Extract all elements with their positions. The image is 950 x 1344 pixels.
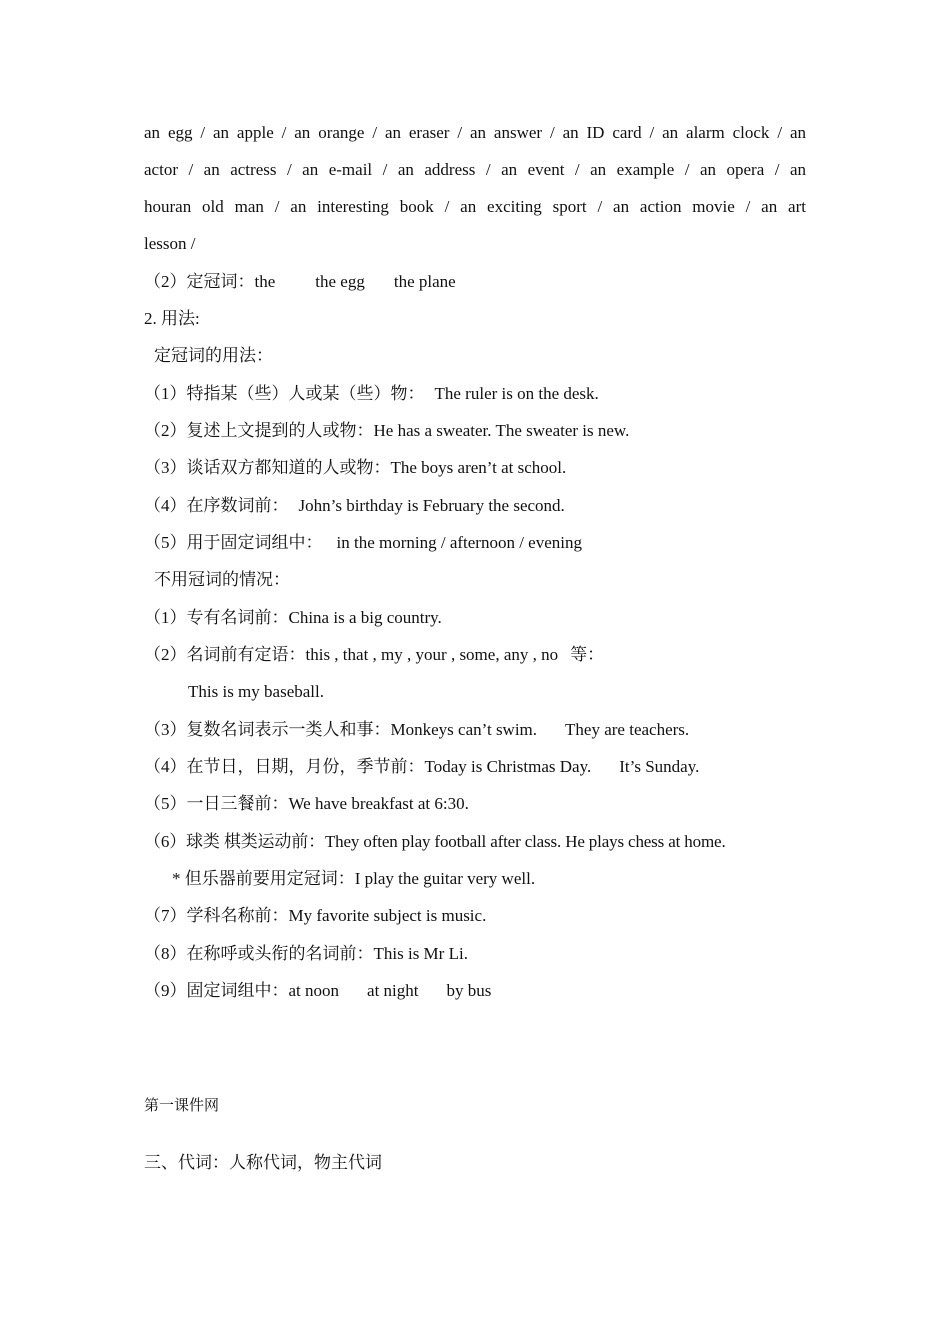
item-example: This is Mr Li.: [373, 944, 468, 963]
no-article-item-3: [144, 719, 689, 741]
item-example: The ruler is on the desk.: [434, 384, 599, 403]
no-article-item-8: [144, 943, 468, 965]
no-article-item-9: [144, 980, 491, 1002]
definite-usage-item-5: [144, 532, 582, 554]
item-label: （4）在序数词前：: [144, 496, 289, 515]
item-example-2: It’s Sunday.: [619, 757, 700, 776]
item-label: （1）专有名词前：: [144, 608, 289, 627]
definite-article-line: [144, 271, 456, 293]
item-example-2: at night: [367, 981, 419, 1000]
no-article-item-6-note: * 但乐器前要用定冠词：I play the guitar very well.: [172, 869, 536, 888]
section-three-heading: 三、代词：人称代词，物主代词: [144, 1153, 382, 1172]
item-example: We have breakfast at 6:30.: [288, 794, 469, 813]
item-label: （3）复数名词表示一类人和事：: [144, 720, 391, 739]
item-example: They often play football after class. He plays chess at home.: [324, 832, 726, 851]
definite-article-label: （2）定冠词：the: [144, 272, 276, 291]
definite-example-plane: the plane: [393, 272, 456, 291]
item-example: China is a big country.: [288, 608, 442, 627]
item-label: （3）谈话双方都知道的人或物：: [144, 458, 391, 477]
an-list-line-2: actor / an actress / an e-mail / an address / an event / an example / an opera / an: [144, 160, 806, 179]
item-example-3: by bus: [446, 981, 492, 1000]
item-label: （5）一日三餐前：: [144, 794, 289, 813]
item-example: in the morning / afternoon / evening: [336, 533, 582, 552]
no-article-item-4: [144, 756, 699, 778]
definite-usage-heading: 定冠词的用法：: [154, 346, 273, 365]
no-article-item-7: [144, 905, 486, 927]
item-label: （7）学科名称前：: [144, 906, 289, 925]
definite-example-egg: the egg: [315, 272, 365, 291]
item-example-1: at noon: [288, 981, 340, 1000]
item-example: John’s birthday is February the second.: [298, 496, 565, 515]
an-list-line-4: lesson /: [144, 234, 196, 253]
definite-usage-item-3: [144, 457, 566, 479]
item-label: （2）复述上文提到的人或物：: [144, 421, 374, 440]
item-example: He has a sweater. The sweater is new.: [373, 421, 630, 440]
item-label: （9）固定词组中：: [144, 981, 289, 1000]
item-example-2: They are teachers.: [565, 720, 690, 739]
usage-heading: 2. 用法:: [144, 309, 200, 328]
definite-usage-item-1: [144, 383, 599, 405]
an-list-line-3: houran old man / an interesting book / an exciting sport / an action movie / an art: [144, 197, 806, 216]
definite-usage-item-2: [144, 420, 629, 442]
item-example-1: Today is Christmas Day.: [424, 757, 592, 776]
no-article-item-5: [144, 793, 469, 815]
item-label: （1）特指某（些）人或某（些）物：: [144, 384, 425, 403]
item-example-1: Monkeys can’t swim.: [390, 720, 538, 739]
item-label: （5）用于固定词组中：: [144, 533, 323, 552]
footer-source: 第一课件网: [144, 1098, 220, 1114]
item-example: My favorite subject is music.: [288, 906, 487, 925]
item-example: The boys aren’t at school.: [390, 458, 567, 477]
definite-usage-item-4: [144, 495, 565, 517]
no-article-heading: 不用冠词的情况：: [154, 570, 290, 589]
item-suffix: 等：: [570, 645, 605, 664]
item-label: （2）名词前有定语：this , that , my , your , some, any , no: [144, 645, 559, 664]
item-label: （8）在称呼或头衔的名词前：: [144, 944, 374, 963]
no-article-item-6: [144, 831, 726, 853]
no-article-item-1: [144, 607, 442, 629]
item-label: （6）球类 棋类运动前：: [144, 832, 325, 851]
no-article-item-2-example: This is my baseball.: [188, 682, 324, 701]
item-label: （4）在节日，日期，月份，季节前：: [144, 757, 425, 776]
no-article-item-2: [144, 644, 604, 666]
an-list-line-1: an egg / an apple / an orange / an eraser / an answer / an ID card / an alarm clock / an: [144, 123, 806, 142]
